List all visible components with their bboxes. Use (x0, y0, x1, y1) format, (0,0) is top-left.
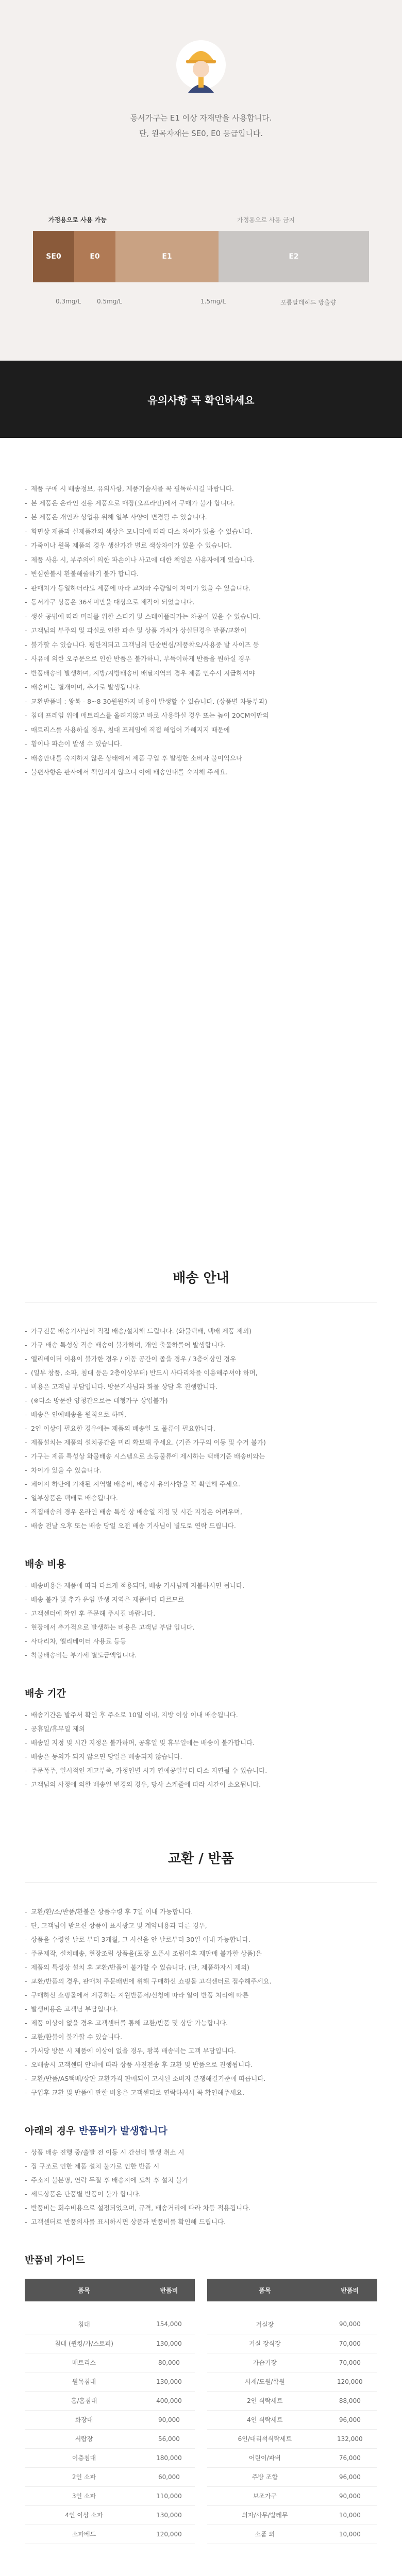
list-item: - 가구는 제품 특성상 화물배송 시스템으로 소등물류에 제시하는 택배기준 배송비와는 (25, 1449, 377, 1463)
price-cell: 88,000 (323, 2391, 377, 2410)
tick-0-5: 0.5mg/L (97, 298, 123, 305)
price-cell: 10,000 (323, 2524, 377, 2544)
list-item: - 고객센터로 반품의사를 표시하시면 상품과 반품비를 확인해 드립니다. (25, 2215, 377, 2229)
list-item: - 동서가구 상품은 36세미만을 대상으로 제작이 되었습니다. (25, 595, 377, 609)
list-item: - 주문제작, 설치배송, 현장조립 상품을(포장 오픈시 조립이후 재판매 불가한 상품)은 (25, 1946, 377, 1960)
return-table-title: 반품비 가이드 (25, 2255, 85, 2266)
grade-e2: E2 (219, 231, 369, 282)
col-price: 반품비 (143, 2279, 195, 2301)
shipping-title: 배송 안내 (173, 1270, 229, 1286)
table-row (207, 2391, 377, 2410)
price-cell: 10,000 (323, 2505, 377, 2524)
list-item: - 상품을 수령한 날로 부터 3개월, 그 사실을 안 날로부터 30일 이내 가능합니다. (25, 1933, 377, 1946)
return-fee-title-b: 반품비가 발생합니다 (79, 2125, 167, 2137)
list-item: - 불가할 수 있습니다. 평탄지되고 고객님의 단순변심/제품착오/사용중 발 사이즈 등 (25, 638, 377, 652)
list-item: - 주문폭주, 일시적인 재고부족, 가정인별 시기 연예공일부터 다소 지연될 수 있습니다. (25, 1764, 377, 1777)
list-item: - 반품배송비 발생하며, 지방/지방배송비 배달지역의 경우 제품 인수시 지급하셔야 (25, 666, 377, 681)
list-item: - 페이지 하단에 기재된 지역별 배송비, 배송시 유의사항을 꼭 확인해 주세요. (25, 1477, 377, 1491)
item-cell: 가습기장 (207, 2353, 323, 2372)
list-item: - 구매하신 쇼핑몰에서 제공하는 지원반품서/신청에 따라 일이 반품 처리에 따른 (25, 1988, 377, 2002)
item-cell: 침대 (퀸킹/가/스토퍼) (25, 2334, 143, 2353)
price-cell: 56,000 (143, 2429, 195, 2448)
list-item: - 반품비는 회수비용으로 설정되었으며, 규격, 배송거리에 따라 차등 적용됩니다. (25, 2201, 377, 2215)
list-item: - 배송비는 별개이며, 추가로 발생됩니다. (25, 680, 377, 694)
list-item: - 상품 배송 진행 중/출발 전 이동 시 간선비 발생 취소 시 (25, 2145, 377, 2159)
table-row (207, 2372, 377, 2391)
list-item: - 구입후 교환 및 반품에 관한 비용은 고객센터로 연락하셔서 꼭 확인해주세요. (25, 2086, 377, 2099)
price-cell: 110,000 (143, 2486, 195, 2505)
tick-emission: 포름알데히드 방출량 (280, 299, 337, 306)
shipping-period-list (25, 1708, 377, 1791)
list-item: - 고객님의 부주의 및 과실로 인한 파손 및 상품 가치가 상실된경우 반품/교환이 (25, 623, 377, 638)
item-cell: 서랍장 (25, 2429, 143, 2448)
price-cell: 90,000 (323, 2315, 377, 2334)
notice-section (0, 438, 402, 1231)
table-row (25, 2486, 195, 2505)
return-table-right (207, 2279, 377, 2544)
list-item: - 2인 이상이 필요한 경우에는 제품의 배송일 도 물류이 필요합니다. (25, 1421, 377, 1435)
return-table-left (25, 2279, 195, 2544)
list-item: - 차이가 있을 수 있습니다. (25, 1463, 377, 1477)
shipping-cost-title: 배송 비용 (25, 1558, 66, 1570)
price-cell: 96,000 (323, 2410, 377, 2429)
table-row (25, 2391, 195, 2410)
price-cell: 76,000 (323, 2448, 377, 2467)
list-item: - 화면상 제품과 실제품간의 색상은 모니터에 따라 다소 차이가 있을 수 있습니다. (25, 524, 377, 539)
list-item: - 교환/환/소/반품/환불은 상품수령 후 7일 이내 가능합니다. (25, 1905, 377, 1919)
grade-bars (33, 231, 369, 282)
list-item: - 비용은 고객님 부담입니다. 방문기사님과 화물 상담 후 진행합니다. (25, 1380, 377, 1394)
return-tables (25, 2279, 377, 2544)
table-row (207, 2429, 377, 2448)
item-cell: 의자/사무/발레무 (207, 2505, 323, 2524)
notice-list (25, 482, 377, 779)
item-cell: 주방 조합 (207, 2467, 323, 2486)
price-cell: 90,000 (323, 2486, 377, 2505)
list-item: - 제품의 특성상 설치 후 교환/반품이 불가할 수 있습니다. (단, 제품하자시 제외) (25, 1960, 377, 1974)
price-cell: 400,000 (143, 2391, 195, 2410)
tick-0-3: 0.3mg/L (56, 298, 81, 305)
item-cell: 거실장 (207, 2315, 323, 2334)
list-item: - 집 구조로 인한 제품 설치 불가로 인한 반품 시 (25, 2159, 377, 2173)
list-item: - 가서당 방문 시 제품에 이상이 없을 경우, 왕복 배송비는 고객 부담입니다. (25, 2044, 377, 2058)
item-cell: 홈/홈침대 (25, 2391, 143, 2410)
item-cell: 2인 소파 (25, 2467, 143, 2486)
allowed-label: 가정용으로 사용 가능 (48, 216, 107, 224)
shipping-period-title: 배송 기간 (25, 1688, 66, 1699)
price-cell: 180,000 (143, 2448, 195, 2467)
list-item: - 변심한불시 환불해줄하기 불가 합니다. (25, 567, 377, 581)
list-item: - 오배송시 고객센터 안내에 따라 상품 사진전송 후 교환 및 반품으로 진행됩니다. (25, 2058, 377, 2072)
list-item: - 착불배송비는 부가세 별도금액입니다. (25, 1648, 377, 1662)
table-row (207, 2524, 377, 2544)
list-item: - 본 제품은 개인과 상업용 위해 일부 사양이 변경될 수 있습니다. (25, 510, 377, 524)
list-item: - 제품 구매 시 배송정보, 유의사항, 제품기술서를 꼭 필독하시길 바랍니다. (25, 482, 377, 496)
return-fee-list (25, 2145, 377, 2229)
list-item: - 배송기간은 발주서 확인 후 주소로 10일 이내, 지방 이상 이내 배송됩니다. (25, 1708, 377, 1722)
material-grade-section (0, 0, 402, 361)
list-item: - 매트리스를 사용하실 경우, 침대 프레임에 직접 해업어 가해지지 때문에 (25, 723, 377, 737)
item-cell: 소품 외 (207, 2524, 323, 2544)
price-cell: 130,000 (143, 2372, 195, 2391)
list-item: - 배송은 인예배송을 원칙으로 하며, (25, 1408, 377, 1421)
list-item: - 엘리베이터 이용이 불가한 경우 / 이동 공간이 좁을 경우 / 3층이상인 경우 (25, 1352, 377, 1366)
item-cell: 소파베드 (25, 2524, 143, 2544)
exchange-section (0, 1791, 402, 2544)
item-cell: 이층침대 (25, 2448, 143, 2467)
list-item: - 고객센터에 확인 후 주문해 주시길 바랍니다. (25, 1606, 377, 1620)
table-row (25, 2505, 195, 2524)
list-item: - 휨이나 파손이 발생 수 있습니다. (25, 737, 377, 751)
list-item: - 배송안내를 숙지하지 않은 상태에서 제품 구입 후 발생한 소비자 불이익으나 (25, 751, 377, 766)
item-cell: 6인/대리석식탁세트 (207, 2429, 323, 2448)
price-cell: 130,000 (143, 2505, 195, 2524)
intro-line-1: 동서가구는 E1 이상 자재만을 사용합니다. (130, 113, 272, 123)
list-item: - 판매처가 동일하더라도 제품에 따라 교차와 수량일이 차이가 있을 수 있습니다. (25, 581, 377, 596)
list-item: - 침대 프레임 위에 매트리스를 올려지않고 바로 사용하실 경우 또는 높이 20CM이만의 (25, 708, 377, 723)
table-row (25, 2467, 195, 2486)
price-cell: 120,000 (323, 2372, 377, 2391)
exchange-list (25, 1905, 377, 2099)
col-item: 품목 (25, 2279, 143, 2301)
table-row (207, 2410, 377, 2429)
col-price: 반품비 (323, 2279, 377, 2301)
return-fee-title (25, 2123, 377, 2137)
notice-header: 유의사항 꼭 확인하세요 (0, 361, 402, 438)
list-item: - 공휴일/휴무일 제외 (25, 1722, 377, 1736)
banned-label: 가정용으로 사용 금지 (237, 216, 295, 224)
price-cell: 80,000 (143, 2353, 195, 2372)
list-item: - 사유에 의한 오주문으로 인한 반품은 불가하니, 부득이하게 반품을 원하실 경우 (25, 652, 377, 666)
list-item: - 고객님의 사정에 의한 배송일 변경의 경우, 당사 스케줄에 따라 시간이 소요됩니다. (25, 1777, 377, 1791)
list-item: - 교환/반품의 경우, 판매처 주문배번에 위해 구매하신 쇼핑몰 고객센터로 접수해주세요. (25, 1974, 377, 1988)
shipping-section (0, 1231, 402, 1791)
item-cell: 보조가구 (207, 2486, 323, 2505)
table-row (25, 2524, 195, 2544)
price-cell: 120,000 (143, 2524, 195, 2544)
list-item: - 일부상품은 택배로 배송됩니다. (25, 1491, 377, 1505)
grade-e1: E1 (115, 231, 219, 282)
list-item: - 사다리차, 엘리베이터 사용료 등등 (25, 1634, 377, 1648)
list-item: - 세트상품은 단품별 반품이 불가 합니다. (25, 2187, 377, 2201)
table-row (207, 2448, 377, 2467)
table-row (25, 2448, 195, 2467)
list-item: - 불편사항은 판사에서 책임지지 않으니 이에 배송안내를 숙지해 주세요. (25, 765, 377, 779)
list-item: - 주소지 불분명, 연락 두절 후 배송지에 도착 후 설치 불가 (25, 2173, 377, 2187)
table-row (207, 2334, 377, 2353)
list-item: - (※다소 방문한 양청간으로는 대형가구 상업불가) (25, 1394, 377, 1408)
list-item: - 가구 배송 특성상 직송 배송이 불가하며, 개인 출몰하를어 발생합니다. (25, 1338, 377, 1352)
shipping-list (25, 1324, 377, 1533)
list-item: - 배송 전날 오후 또는 배송 당일 오전 배송 기사님이 별도로 연락 드립니다. (25, 1519, 377, 1533)
table-row (207, 2315, 377, 2334)
tick-1-5: 1.5mg/L (200, 298, 226, 305)
item-cell: 침대 (25, 2315, 143, 2334)
table-row (25, 2410, 195, 2429)
list-item: - 배송은 동의가 되지 않으면 당일은 배송되지 않습니다. (25, 1750, 377, 1764)
item-cell: 4인 식탁세트 (207, 2410, 323, 2429)
item-cell: 서재/도원/학원 (207, 2372, 323, 2391)
list-item: - 생산 공법에 따라 미러를 위한 스티커 및 스테이플러가는 차공이 있을 수 있습니다. (25, 609, 377, 624)
price-cell: 70,000 (323, 2353, 377, 2372)
list-item: - 교환/반품/AS택배/상판 교환가격 판매되어 고시된 소비자 분쟁해결기준에 따릅니다. (25, 2072, 377, 2086)
price-cell: 96,000 (323, 2467, 377, 2486)
table-row (25, 2353, 195, 2372)
price-cell: 132,000 (323, 2429, 377, 2448)
price-cell: 70,000 (323, 2334, 377, 2353)
price-cell: 154,000 (143, 2315, 195, 2334)
table-row (25, 2429, 195, 2448)
col-item: 품목 (207, 2279, 323, 2301)
list-item: - 배송 불가 및 추가 운임 발생 지역은 제품마다 다르므로 (25, 1592, 377, 1606)
return-fee-title-a: 아래의 경우 (25, 2125, 79, 2137)
as-section (0, 2544, 402, 2576)
item-cell: 4인 이상 소파 (25, 2505, 143, 2524)
list-item: - 가죽이나 원목 제품의 경우 생산가간 별로 색상차이가 있을 수 있습니다. (25, 538, 377, 553)
list-item: - 교환반품비 : 왕복 - 8~8 30원원까지 비용이 발생할 수 있습니다. (상품별 차등부과) (25, 694, 377, 709)
item-cell: 거실 장식장 (207, 2334, 323, 2353)
item-cell: 매트리스 (25, 2353, 143, 2372)
list-item: - 교환/환불이 불가할 수 있습니다. (25, 2030, 377, 2044)
item-cell: 화장대 (25, 2410, 143, 2429)
item-cell: 2인 식탁세트 (207, 2391, 323, 2410)
table-row (207, 2353, 377, 2372)
price-cell: 90,000 (143, 2410, 195, 2429)
list-item: - 현장에서 추가적으로 발생하는 비용은 고객님 부담 입니다. (25, 1620, 377, 1634)
list-item: - 제품설치는 제품의 설치공간을 미리 확보해 주세요. (기존 가구의 이동 및 수거 불가) (25, 1435, 377, 1449)
table-row (25, 2372, 195, 2391)
list-item: - 단, 고객님이 받으신 상품이 표시광고 및 계약내용과 다른 경우, (25, 1919, 377, 1933)
list-item: - 제품 이상이 없을 경우 고객센터를 통해 교환/반품 및 상담 가능합니다. (25, 2016, 377, 2030)
item-cell: 3인 소파 (25, 2486, 143, 2505)
list-item: - 본 제품은 온라인 전용 제품으로 매장(오프라인)에서 구매가 불가 합니다. (25, 496, 377, 511)
table-row (25, 2315, 195, 2334)
price-cell: 60,000 (143, 2467, 195, 2486)
price-cell: 130,000 (143, 2334, 195, 2353)
list-item: - (일부 창품, 소파, 침대 등은 2층이상부터) 반드시 사다리차를 이용해주셔야 하며, (25, 1366, 377, 1380)
list-item: - 가구전문 배송기사님이 직접 배송/설치해 드립니다. (화물택배, 택배 제품 제외) (25, 1324, 377, 1338)
table-row (25, 2334, 195, 2353)
grade-se0: SE0 (33, 231, 74, 282)
grade-e0: E0 (74, 231, 115, 282)
shipping-cost-list (25, 1579, 377, 1662)
item-cell: 어린이/파버 (207, 2448, 323, 2467)
item-cell: 원목침대 (25, 2372, 143, 2391)
intro-line-2: 단, 원목자재는 SE0, E0 등급입니다. (139, 129, 263, 138)
list-item: - 배송일 지정 및 시간 지정은 불가하며, 공휴일 및 휴무일에는 배송이 불가합니다. (25, 1736, 377, 1750)
table-row (207, 2467, 377, 2486)
list-item: - 직접배송의 경우 온라인 배송 특성 상 배송일 지정 및 시간 지정은 어려우며, (25, 1505, 377, 1519)
table-row (207, 2486, 377, 2505)
table-row (207, 2505, 377, 2524)
list-item: - 배송비용은 제품에 따라 다르게 적용되며, 배송 기사님께 지불하시면 됩니다. (25, 1579, 377, 1592)
list-item: - 발생비용은 고객님 부담입니다. (25, 2002, 377, 2016)
list-item: - 제품 사용 시, 부주의에 의한 파손이나 사고에 대한 책임은 사용자에게 있습니다. (25, 553, 377, 567)
exchange-title: 교환 / 반품 (167, 1851, 234, 1867)
worker-icon (173, 36, 229, 93)
